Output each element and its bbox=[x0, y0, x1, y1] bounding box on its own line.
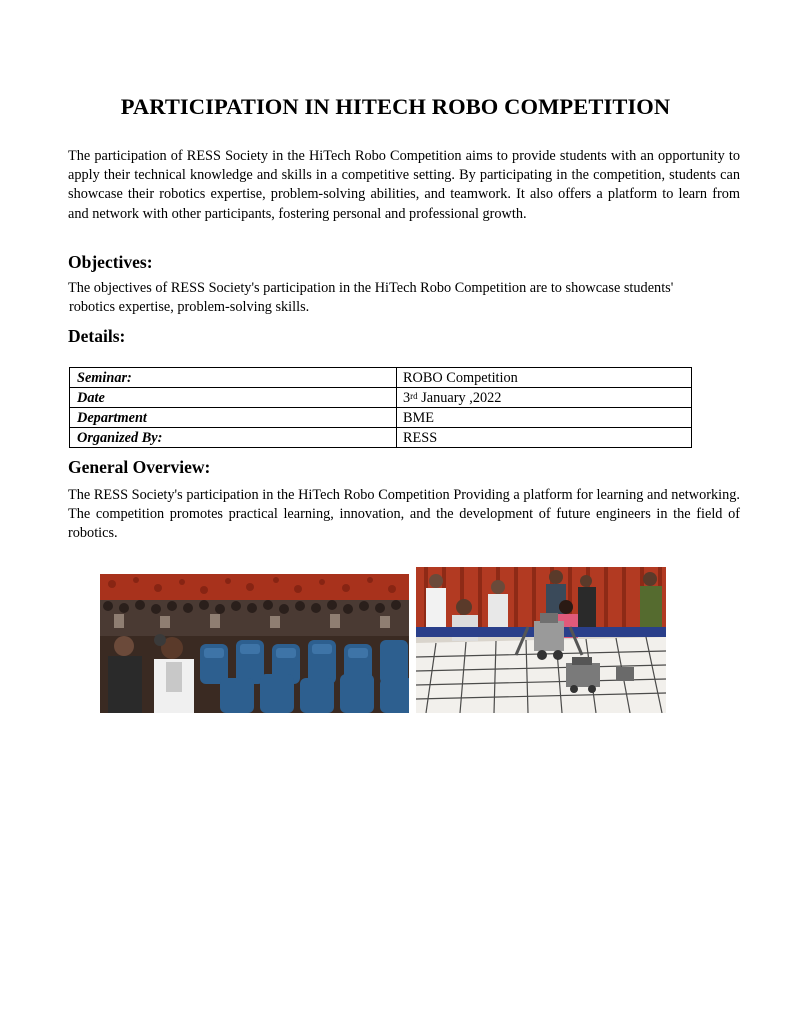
objectives-line-1: The objectives of RESS Society's participation in the HiTech Robo Competition are to showcase students' bbox=[68, 280, 674, 296]
details-value-date bbox=[397, 388, 692, 408]
date-rest: January ,2022 bbox=[417, 389, 502, 406]
details-label-seminar: Seminar: bbox=[70, 368, 397, 388]
date-ordinal-suffix: rd bbox=[410, 390, 418, 401]
table-row bbox=[70, 388, 692, 408]
overview-heading: General Overview: bbox=[68, 457, 211, 477]
table-row bbox=[70, 428, 692, 448]
robot-arena-photo bbox=[416, 567, 666, 713]
details-label-organizer: Organized By: bbox=[70, 428, 397, 448]
details-value-organizer: RESS bbox=[397, 428, 692, 448]
page-title: PARTICIPATION IN HITECH ROBO COMPETITION bbox=[120, 94, 671, 119]
details-label-date: Date bbox=[70, 388, 397, 408]
details-value-department: BME bbox=[397, 408, 692, 428]
details-heading: Details: bbox=[68, 326, 126, 346]
details-value-seminar: ROBO Competition bbox=[397, 368, 692, 388]
objectives-heading: Objectives: bbox=[68, 252, 153, 272]
details-label-department: Department bbox=[70, 408, 397, 428]
details-table bbox=[69, 367, 692, 448]
date-day: 3 bbox=[403, 389, 411, 406]
table-row bbox=[70, 408, 692, 428]
overview-paragraph: The RESS Society's participation in the HiTech Robo Competition Providing a platform for learning and networking. The competition promotes practical learning, innovation, and the development of future engineers in the field of robotics. bbox=[68, 487, 740, 542]
table-row bbox=[70, 368, 692, 388]
objectives-line-2: robotics expertise, problem-solving skills. bbox=[69, 299, 310, 316]
intro-paragraph: The participation of RESS Society in the HiTech Robo Competition aims to provide students with an opportunity to apply their technical knowledge and skills in a competitive setting. By participating in the competition, students can showcase their robotics expertise, problem-solving abilities, and teamwork. It also offers a platform to learn from and network with other participants, fostering personal and professional growth. bbox=[68, 148, 740, 222]
objectives-paragraph bbox=[68, 279, 740, 317]
auditorium-audience-photo bbox=[100, 574, 409, 713]
